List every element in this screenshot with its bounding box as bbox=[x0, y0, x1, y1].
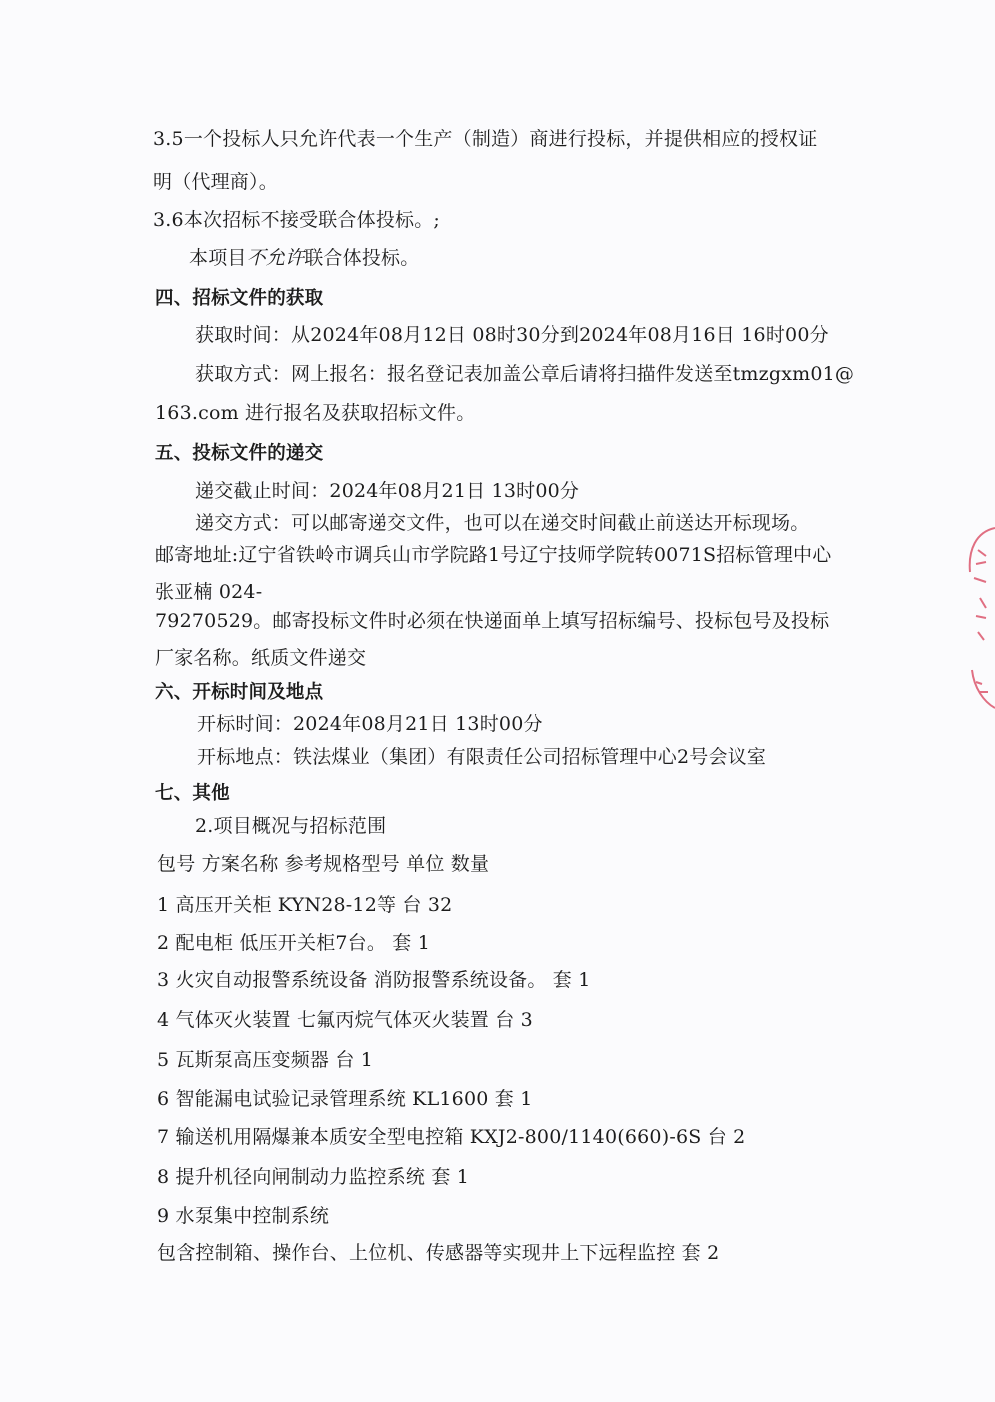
submission-deadline: 递交截止时间：2024年08月21日 13时00分 bbox=[195, 480, 580, 502]
mailing-instructions: 79270529。邮寄投标文件时必须在快递面单上填写招标编号、投标包号及投标 bbox=[155, 610, 830, 632]
project-overview-heading: 2.项目概况与招标范围 bbox=[195, 815, 387, 837]
opening-location: 开标地点：铁法煤业（集团）有限责任公司招标管理中心2号会议室 bbox=[197, 746, 767, 768]
item-row-7: 7 输送机用隔爆兼本质安全型电控箱 KXJ2-800/1140(660)-6S 台 2 bbox=[157, 1126, 746, 1148]
mailing-address: 邮寄地址:辽宁省铁岭市调兵山市学院路1号辽宁技师学院转0071S招标管理中心 bbox=[155, 544, 832, 566]
item-row-9-description: 包含控制箱、操作台、上位机、传感器等实现井上下远程监控 套 2 bbox=[157, 1242, 720, 1264]
mailing-contact: 张亚楠 024- bbox=[155, 581, 263, 603]
item-row-1: 1 高压开关柜 KYN28-12等 台 32 bbox=[157, 894, 453, 916]
section-heading-7: 七、其他 bbox=[155, 783, 230, 804]
clause-3-6: 3.6本次招标不接受联合体投标。; bbox=[153, 209, 441, 231]
item-row-8: 8 提升机径向闸制动力监控系统 套 1 bbox=[157, 1166, 470, 1188]
item-row-2: 2 配电柜 低压开关柜7台。 套 1 bbox=[157, 932, 431, 954]
company-seal-fragment bbox=[962, 520, 995, 720]
clause-3-5: 3.5一个投标人只允许代表一个生产（制造）商进行投标，并提供相应的授权证 bbox=[153, 128, 818, 150]
section-heading-4: 四、招标文件的获取 bbox=[155, 288, 324, 309]
consortium-note-prefix: 本项目 bbox=[189, 247, 247, 269]
item-row-5: 5 瓦斯泵高压变频器 台 1 bbox=[157, 1049, 374, 1071]
item-row-3: 3 火灾自动报警系统设备 消防报警系统设备。 套 1 bbox=[157, 969, 591, 991]
consortium-note-suffix: 联合体投标。 bbox=[304, 247, 420, 269]
item-row-6: 6 智能漏电试验记录管理系统 KL1600 套 1 bbox=[157, 1088, 533, 1110]
section-heading-5: 五、投标文件的递交 bbox=[155, 443, 324, 464]
clause-3-5-continued: 明（代理商）。 bbox=[153, 171, 278, 193]
submission-method: 递交方式：可以邮寄递交文件，也可以在递交时间截止前送达开标现场。 bbox=[195, 512, 810, 534]
acquisition-method-continued: 163.com 进行报名及获取招标文件。 bbox=[155, 402, 476, 424]
item-row-9: 9 水泵集中控制系统 bbox=[157, 1205, 330, 1227]
consortium-note-emphasis: 不允许 bbox=[246, 247, 305, 269]
section-heading-6: 六、开标时间及地点 bbox=[155, 682, 324, 703]
acquisition-method: 获取方式：网上报名：报名登记表加盖公章后请将扫描件发送至tmzgxm01@ bbox=[195, 363, 855, 385]
item-row-4: 4 气体灭火装置 七氟丙烷气体灭火装置 台 3 bbox=[157, 1009, 533, 1031]
acquisition-time: 获取时间：从2024年08月12日 08时30分到2024年08月16日 16时00分 bbox=[195, 324, 829, 346]
opening-time: 开标时间：2024年08月21日 13时00分 bbox=[197, 713, 543, 735]
mailing-instructions-continued: 厂家名称。纸质文件递交 bbox=[155, 647, 367, 669]
consortium-note bbox=[189, 246, 419, 270]
item-list-header: 包号 方案名称 参考规格型号 单位 数量 bbox=[157, 853, 490, 875]
